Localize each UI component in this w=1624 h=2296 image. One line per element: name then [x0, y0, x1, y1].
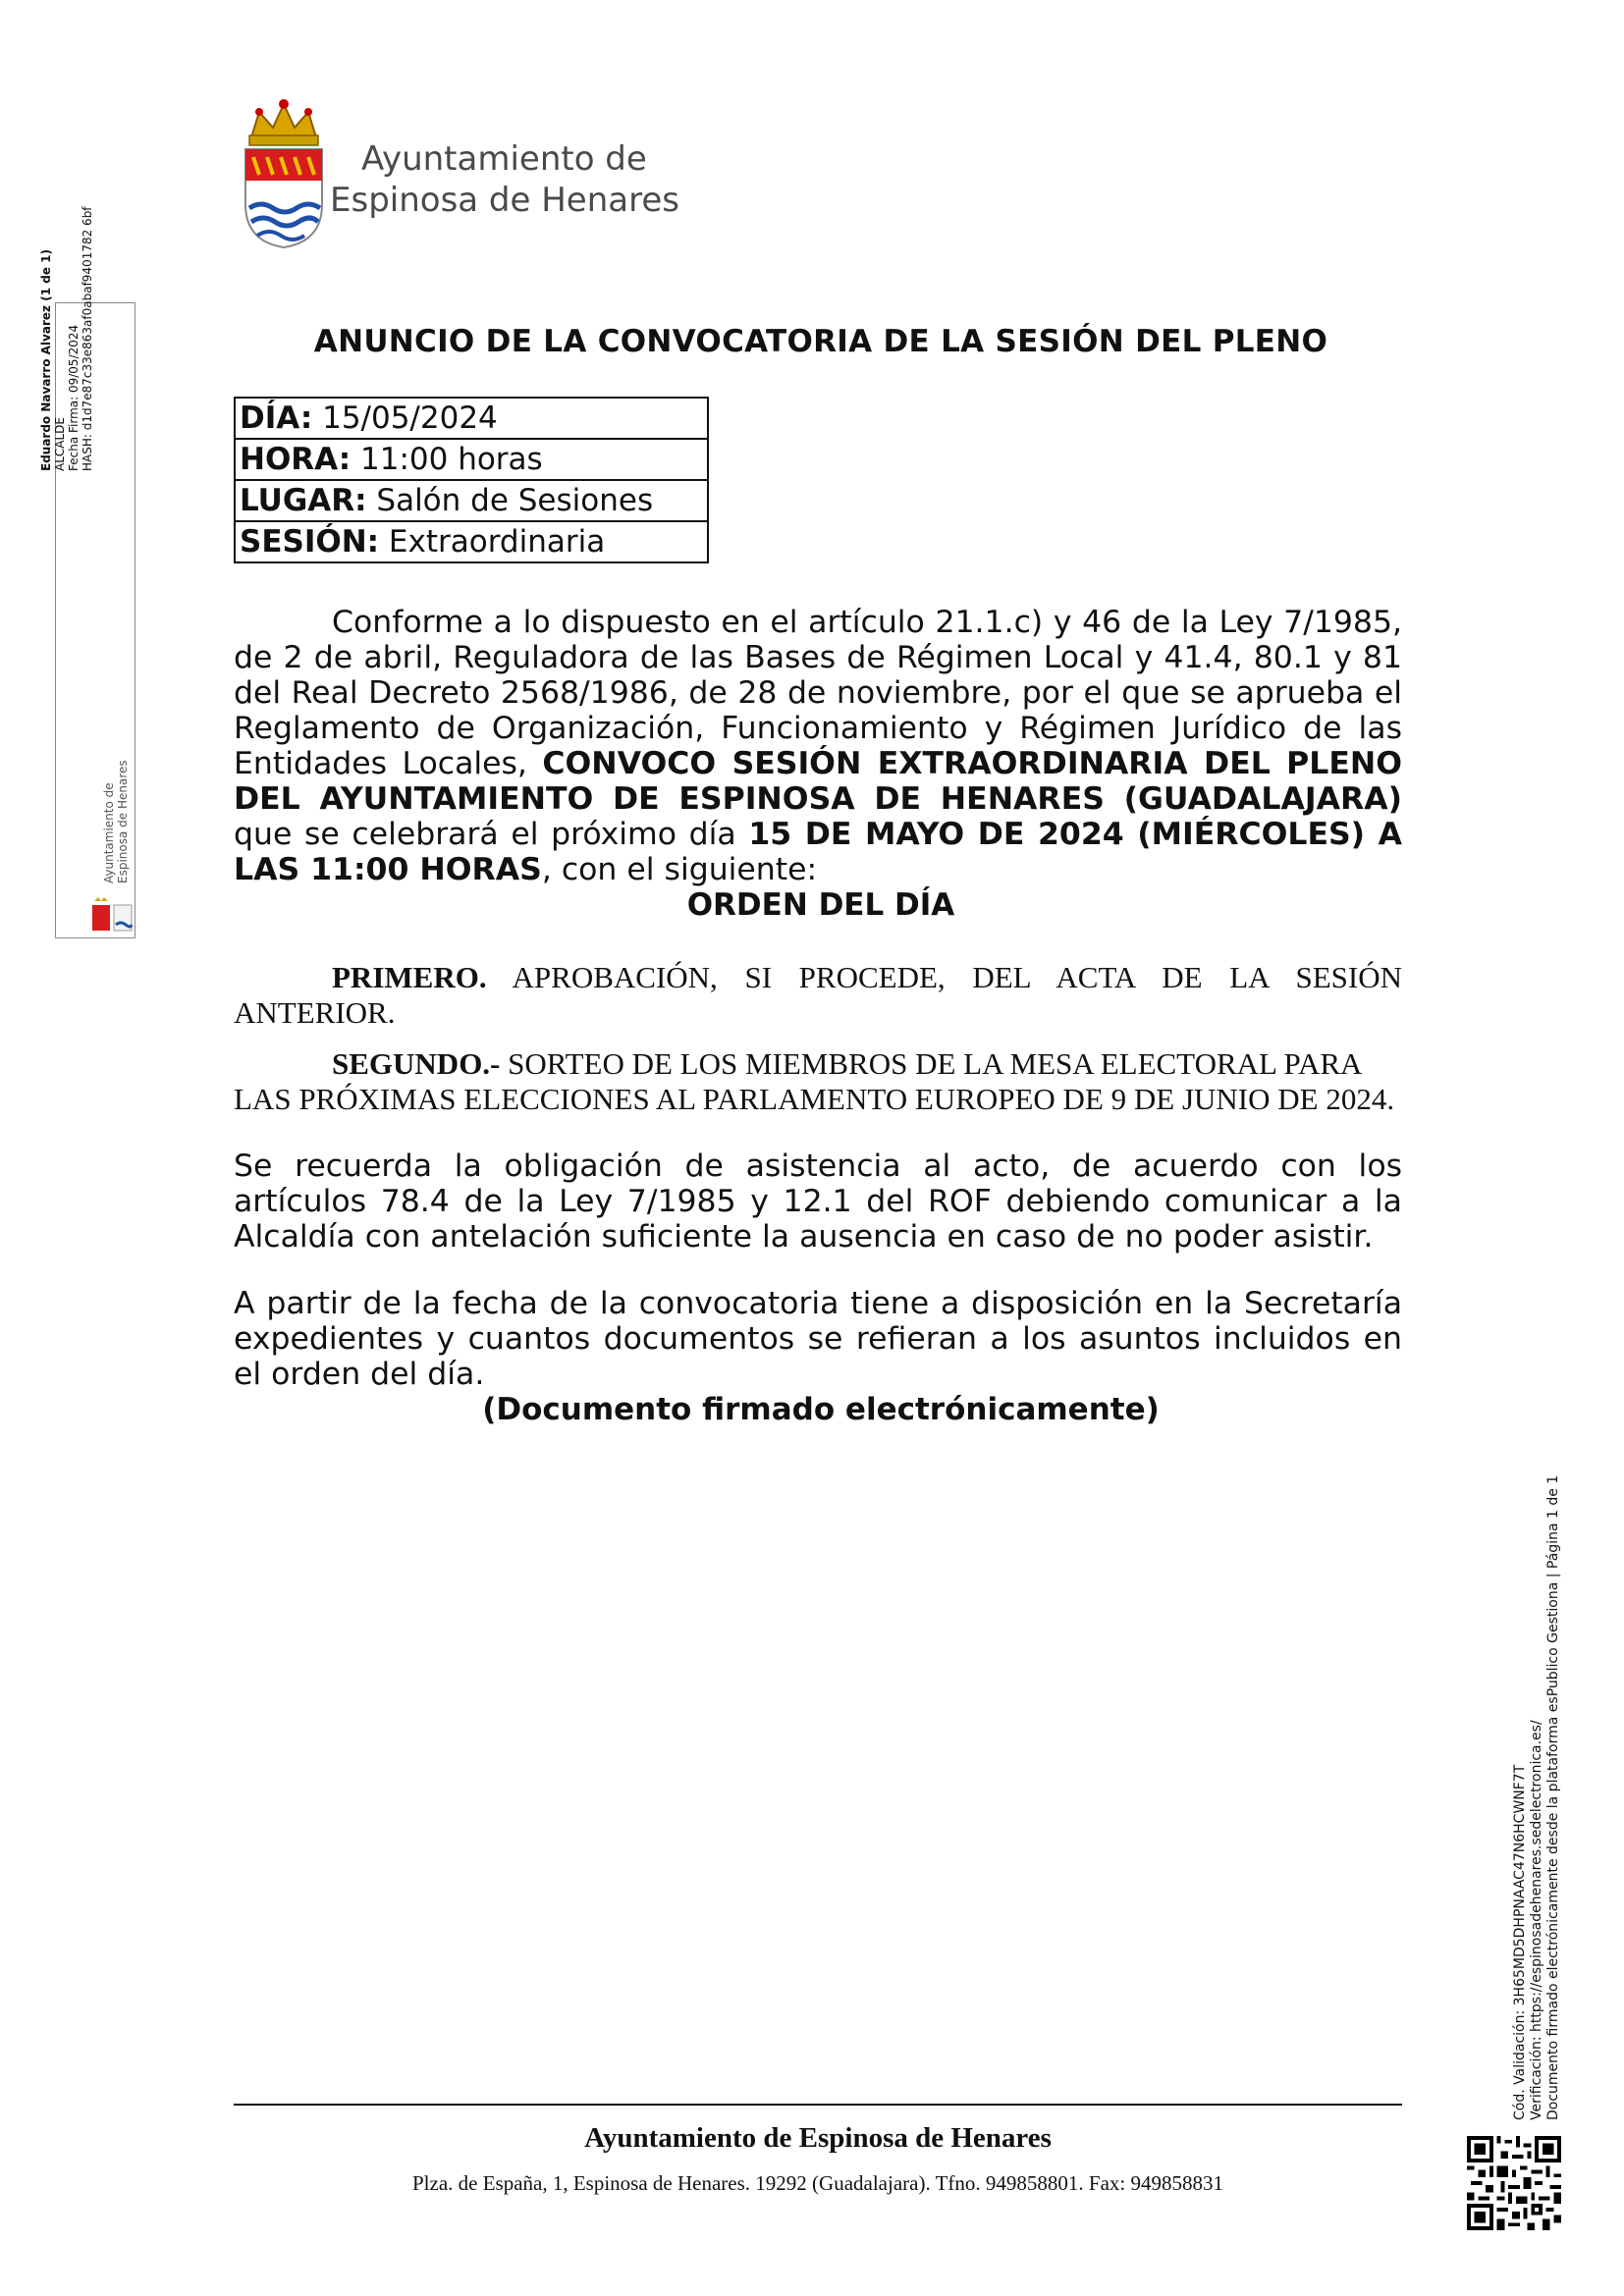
municipality-logo [240, 98, 701, 255]
agenda-item-text: APROBACIÓN, SI PROCEDE, DEL ACTA DE LA SESIÓN [512, 960, 1402, 994]
agenda-item-text-cont: LAS PRÓXIMAS ELECCIONES AL PARLAMENTO EUROPEO DE 9 DE JUNIO DE 2024. [234, 1082, 1395, 1116]
signature-date: Fecha Firma: 09/05/2024 [67, 324, 81, 471]
footer-address: Plza. de España, 1, Espinosa de Henares. 19292 (Guadalajara). Tfno. 949858801. Fax: 949858831 [411, 2171, 1223, 2195]
paragraph-text: que se celebrará el próximo día [234, 817, 736, 852]
table-row [235, 439, 708, 480]
info-label: SESIÓN: [240, 524, 380, 560]
signature-org-line2: Espinosa de Henares [116, 760, 130, 883]
validation-code: Cód. Validación: 3H65MD5DHPNAAC47N6HCWNF7T [1512, 1764, 1528, 2120]
table-row [235, 521, 708, 562]
info-label: DÍA: [240, 400, 313, 436]
verification-info [1512, 1475, 1562, 2120]
info-value: 11:00 horas [360, 442, 543, 477]
signer-role: ALCALDE [53, 417, 67, 471]
agenda-title: ORDEN DEL DÍA [686, 887, 955, 923]
signature-org [102, 760, 130, 883]
table-row [235, 480, 708, 521]
session-datetime: 15 DE MAYO DE 2024 (MIÉRCOLES) A LAS 11:00 HORAS [234, 817, 1403, 887]
info-value: Extraordinaria [388, 524, 606, 560]
documents-paragraph: A partir de la fecha de la convocatoria tiene a disposición en la Secretaría expedientes y cuantos documentos se refieran a los asuntos incluidos en el orden del día. [234, 1286, 1402, 1392]
signature-org-line1: Ayuntamiento de [102, 782, 116, 883]
agenda-item-label: SEGUNDO.- [332, 1046, 501, 1081]
convocation-paragraph [234, 605, 1402, 887]
coat-of-arms-icon [240, 98, 328, 250]
info-label: HORA: [240, 442, 352, 477]
info-value: 15/05/2024 [322, 400, 498, 436]
agenda-item-text: SORTEO DE LOS MIEMBROS DE LA MESA ELECTORAL PARA [508, 1046, 1363, 1081]
electronic-signature-note: (Documento firmado electrónicamente) [482, 1392, 1160, 1427]
paragraph-text: Conforme a lo dispuesto en el artículo 21.1.c) y 46 de la Ley 7/1985, de 2 de abril, Reguladora de las Bases de Régimen Local y 41.4, 80.1 y 81 del Real Decreto 2568/1986, de 28 de noviembre, por el que se aprueba el Reglamento de Organización, Funcionamiento y Régimen Jurídico de las Entidades Locales, [234, 605, 1402, 781]
agenda-item-2 [234, 1046, 1402, 1117]
signature-hash: HASH: d1d7e87c33e863af0abaf9401782 6bf [81, 206, 94, 471]
table-row [235, 398, 708, 439]
signer-name: Eduardo Navarro Alvarez (1 de 1) [39, 249, 53, 471]
paragraph-text: , con el siguiente: [541, 852, 818, 887]
info-value: Salón de Sesiones [376, 483, 654, 518]
info-label: LUGAR: [240, 483, 367, 518]
document-title: ANUNCIO DE LA CONVOCATORIA DE LA SESIÓN DEL PLENO [313, 324, 1328, 359]
footer-org: Ayuntamiento de Espinosa de Henares [584, 2122, 1052, 2154]
session-info-table [234, 397, 709, 563]
agenda-item-1 [234, 960, 1402, 1031]
logo-org-line2: Espinosa de Henares [330, 181, 679, 220]
qr-code-icon[interactable] [1467, 2136, 1561, 2230]
agenda-item-label: PRIMERO. [332, 960, 487, 994]
agenda-item-text-cont: ANTERIOR. [234, 995, 396, 1030]
convocation-statement: CONVOCO SESIÓN EXTRAORDINARIA DEL PLENO DEL AYUNTAMIENTO DE ESPINOSA DE HENARES (GUADALAJARA) [234, 746, 1402, 817]
attendance-paragraph: Se recuerda la obligación de asistencia al acto, de acuerdo con los artículos 78.4 de la Ley 7/1985 y 12.1 del ROF debiendo comunicar a la Alcaldía con antelación suficiente la ausencia en caso de no poder asistir. [234, 1148, 1402, 1255]
logo-org-line1: Ayuntamiento de [361, 139, 647, 179]
platform-note: Documento firmado electrónicamente desde la plataforma esPublico Gestiona | Página 1 de 1 [1545, 1474, 1561, 2120]
verification-url: Verificación: https://espinosadehenares.sedelectronica.es/ [1529, 1720, 1544, 2120]
small-coat-of-arms-icon [90, 897, 135, 933]
footer-divider [234, 2104, 1402, 2106]
signature-details [39, 206, 94, 471]
